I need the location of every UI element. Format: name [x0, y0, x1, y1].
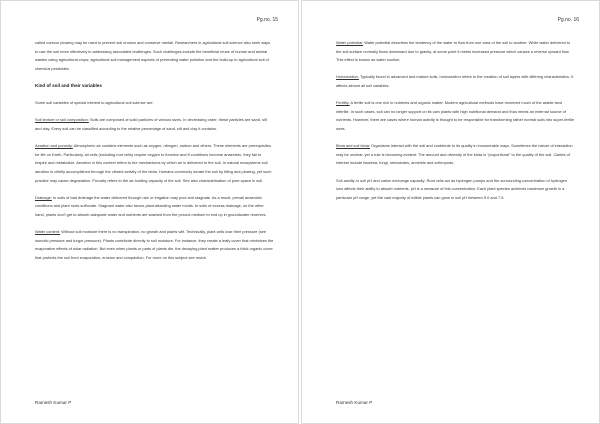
- term-label: Biota and soil biota:: [336, 143, 370, 149]
- paragraph: [35, 194, 274, 220]
- paragraph: [35, 228, 274, 262]
- term-label: Water content:: [35, 229, 61, 235]
- term-text: A fertile soil is one rich in nutrients and organic matter. Modern agricultural methods have rendered much of the arable land infertile. In such cases, soil can no longer support on its own plants with high nutritional demand and thus needs an external source of nutrients. However, there are cases where human activity is thought to be responsible for transforming rather normal soils into super-fertile ones.: [336, 100, 574, 131]
- term-text: In soils of bad drainage the water delivered through rain or irrigation may pool and stagnate. As a result, prevail anaerobic conditions and plant roots suffocate. Stagnant water also favors plant-attacking water molds. In soils of excess drainage, on the other hand, plants don't get to absorb adequate water and nutrients are washed from the porous medium to end up in groundwater reserves.: [35, 194, 267, 217]
- term-label: Aeration and porosity:: [35, 143, 73, 149]
- paragraph: [336, 99, 575, 133]
- document-page-15: [0, 0, 299, 424]
- page-number: Pg.no. 16: [557, 17, 579, 23]
- paragraph: [35, 116, 274, 133]
- page-footer: Ramesh Kumar P: [35, 400, 72, 405]
- paragraph: Soil acidity or soil pH and cation exchange capacity: Root cells act as hydrogen pumps and the surrounding concentration of hydrogen ions affects their ability to absorb nutrients. pH is a measure of this concentration. Each plant species achieves maximum growth in a particular pH range, yet the vast majority of edible plants can grow in soil pH between 5.0 and 7.5.: [336, 177, 567, 200]
- term-label: Fertility:: [336, 100, 350, 106]
- paragraph: [336, 73, 575, 90]
- term-text: Organisms interact with the soil and contribute to its quality in innumerable ways. Sometimes the nature of interaction may be unclear, yet a rule is becoming evident: The amount and diversity of the biota is "proportional" to the quality of the soil. Clades of interest include bacteria, fungi, nematodes, annelids and arthropods.: [336, 143, 573, 166]
- page-body: [35, 39, 274, 271]
- term-text: Water potential describes the tendency of the water to flow from one area of the soil to another. While water delivered to the soil surface normally flows downward due to gravity, at some point it meets increased pressure which causes a reverse upward flow. This effect is known as water suction.: [336, 40, 571, 63]
- paragraph: called contour plowing may be used to prevent soil erosion and conserve rainfall. Researchers in agricultural soil science also seek ways to use the soil more effectively in addressing associated challenges. Such challenges include the beneficial reuse of human and animal wastes using agricultural crops; agricultural soil management aspects of preventing water pollution and the build-up in agricultural soil of chemical pesticides.: [35, 40, 271, 71]
- term-text: Without soil moisture there is no transpiration, no growth and plants wilt. Technically, plant cells lose their pressure (see osmotic pressure and turgor pressure). Plants contribute directly to soil moisture. For instance, they create a leafy cover that minimizes the evaporative effects of solar radiation. But even when plants or parts of plants die, the decaying plant matter produces a thick organic cover that protects the soil from evaporation, erosion and compaction. For more on this subject see mulch.: [35, 229, 274, 260]
- term-text: Soils are composed of solid particles of various sizes. In decreasing order, these particles are sand, silt and clay. Every soil can be classified according to the relative percentage of sand, silt and clay it contains.: [35, 117, 267, 131]
- term-text: Typically found in advanced and mature soils, horizonation refers to the creation of soil layers with differing characteristics. It affects almost all soil variables.: [336, 74, 574, 88]
- term-label: Horizonation:: [336, 74, 359, 80]
- page-body: [336, 39, 575, 211]
- paragraph: [35, 142, 274, 185]
- term-label: Drainage:: [35, 194, 52, 200]
- paragraph: [336, 39, 575, 65]
- page-number: Pg.no. 15: [256, 17, 278, 23]
- term-label: Water potential:: [336, 40, 364, 45]
- page-footer: Ramesh Kumar P: [336, 400, 373, 405]
- section-heading: Kind of soil and their variables: [35, 82, 102, 88]
- term-label: Soil texture or soil composition:: [35, 117, 89, 123]
- document-page-16: [301, 0, 600, 424]
- term-text: Atmospheric air contains elements such as oxygen, nitrogen, carbon and others. These elements are prerequisites for life on Earth. Particularly, all cells (including root cells) require oxygen to function and if conditions become anaerobic, they fail to respire and metabolize. Aeration in this context refers to the mechanisms by which air is delivered to the soil. In natural ecosystems soil aeration is chiefly accomplished through the vibrant activity of the biota. Humans commonly aerate the soil by tilling and plowing, yet such practice may cause degradation. Porosity refers to the air-holding capacity of the soil. See also characterisation of pore space in soil.: [35, 143, 272, 183]
- paragraph: [336, 142, 575, 168]
- paragraph: Some soil variables of special interest to agricultural soil science are:: [35, 100, 154, 106]
